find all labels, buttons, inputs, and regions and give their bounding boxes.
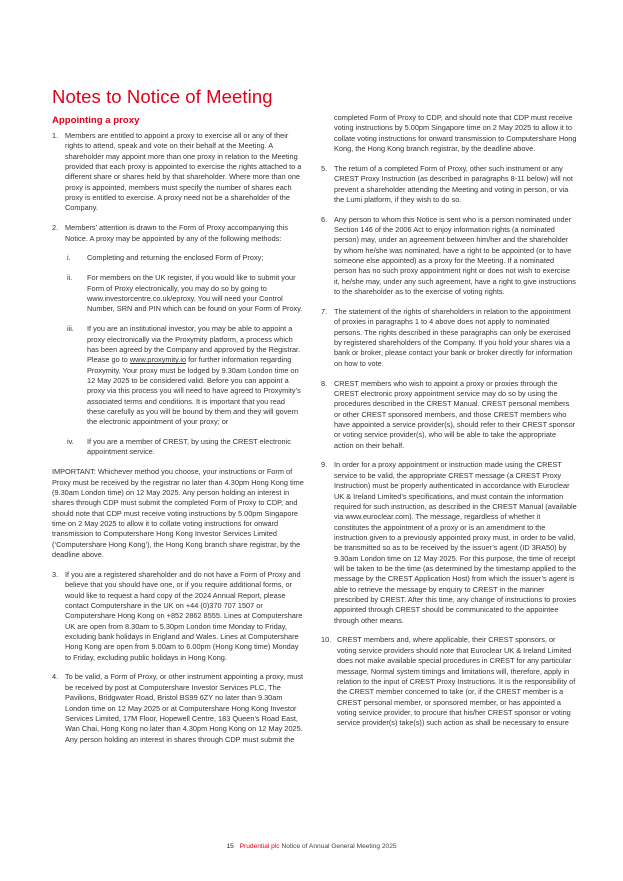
- subnote-text: Completing and returning the enclosed Form of Proxy;: [87, 253, 264, 263]
- note-number: 3.: [52, 569, 59, 579]
- note-text: In order for a proxy appointment or instruction made using the CREST service to be valid, the appropriate CREST message (a CREST Proxy Instruction) must be properly authenticated in accordance with Euroclear UK & Ireland Limited’s specifications, and must contain the information required for such instruction, as described in the CREST Manual (available via www.euroclear.com). The message, regardless of whether it constitutes the appointment of a proxy or is an amendment to the instruction given to a previously appointed proxy must, in order to be valid, be transmitted so as to be received by the issuer’s agent (ID 3RA50) by 9.30am London time on 12 May 2025. For this purpose, the time of receipt will be taken to be the time (as determined by the timestamp applied to the message by the CREST Application Host) from which the issuer’s agent is able to retrieve the message by enquiry to CREST in the manner prescribed by CREST. After this time, any change of instructions to proxies appointed through CREST should be communicated to the appointee through other means.: [334, 460, 577, 625]
- note-4: [52, 672, 304, 744]
- note-2: [52, 223, 304, 244]
- note-number: 1.: [52, 131, 59, 140]
- note-text: CREST members who wish to appoint a proxy or proxies through the CREST electronic proxy appointment service may do so by using the procedures described in the CREST Manual. CREST personal members or other CREST sponsored members, and those CREST members who have appointed a service provider(s), should refer to their CREST sponsor or voting service provider(s), who will be able to take the appropriate action on their behalf.: [334, 378, 576, 450]
- note-8: [321, 379, 577, 451]
- left-column: [52, 114, 304, 754]
- page-title: Notes to Notice of Meeting: [52, 86, 273, 107]
- note-text: The statement of the rights of shareholders in relation to the appointment of proxies in paragraphs 1 to 4 above does not apply to nominated persons. The rights described in these paragraphs can only be exercised by registered shareholders of the Company. If you hold your shares via a bank or broker, please contact your bank or broker directly for information on how to vote.: [334, 307, 573, 368]
- note-text: If you are a registered shareholder and do not have a Form of Proxy and believe that you should have one, or if you require additional forms, or would like to request a hard copy of the 2024 Annual Report, please contact Computershare in the UK on +44 (0)370 707 1507 or Computershare Hong Kong on +852 2862 8555. Lines at Computershare UK are open from 8.30am to 5.30pm London time Monday to Friday, excluding bank holidays in England and Wales. Lines at Computershare Hong Kong are open from 9.00am to 6.00pm (Hong Kong time) Monday to Friday, excluding public holidays in Hong Kong.: [65, 569, 303, 662]
- note-number: 2.: [52, 223, 59, 233]
- note-2-method-i: [52, 253, 304, 263]
- note-number: 7.: [321, 307, 328, 316]
- note-number: 4.: [52, 672, 59, 682]
- note-2-method-ii: [52, 273, 304, 314]
- subnote-number: ii.: [67, 273, 73, 283]
- subnote-text: [87, 324, 304, 427]
- note-number: 9.: [321, 460, 328, 470]
- important-notice: IMPORTANT: Whichever method you choose, your instructions or Form of Proxy must be received by the registrar no later than 4.30pm Hong Kong time (9.30am London time) on 12 May 2025. Any person holding an interest in shares through CDP must submit the completed Form of Proxy to CDP, and should note that CDP must receive voting instructions by 5.00pm Singapore time on 2 May 2025 to allow it to collate voting instructions for onward transmission to Computershare Hong Kong Investor Services Limited (‘Computershare Hong Kong’), the Hong Kong branch share registrar, by the deadline above.: [52, 467, 304, 560]
- subnote-text: If you are a member of CREST, by using the CREST electronic appointment service.: [87, 437, 291, 457]
- note-5: [321, 164, 577, 205]
- note-1: [52, 131, 304, 214]
- subnote-number: i.: [67, 253, 71, 263]
- note-text: Members’ attention is drawn to the Form of Proxy accompanying this Notice. A proxy may be appointed by any of the following methods:: [65, 223, 288, 243]
- note-number: 10.: [321, 635, 332, 645]
- proxymity-link[interactable]: www.proxymity.io: [129, 355, 187, 365]
- note-10: [321, 635, 577, 728]
- note-number: 8.: [321, 378, 328, 388]
- note-6: [321, 215, 577, 298]
- note-text: The return of a completed Form of Proxy, other such instrument or any CREST Proxy Instruction (as described in paragraphs 8-11 below) will not prevent a shareholder attending the Meeting and voting in person, or via the Lumi platform, if they wish to do so.: [334, 163, 573, 204]
- note-text: CREST members and, where applicable, their CREST sponsors, or voting service providers should note that Euroclear UK & Ireland Limited does not make available special procedures in CREST for any particular message. Normal system timings and limitations will, therefore, apply in relation to the input of CREST Proxy Instructions. It is the responsibility of the CREST member concerned to take (or, if the CREST member is a CREST personal member, or sponsored member, or has appointed a voting service provider, to procure that his/her CREST sponsor or voting service provider(s) take(s)) such action as shall be necessary to ensure: [337, 635, 576, 728]
- right-column: [321, 113, 577, 738]
- subnote-text-part: for further information regarding Proxymity. Your proxy must be lodged by 9.30am London time on 12 May 2025 to be considered valid. Before you can appoint a proxy via this process you will need to have agreed to Proxymity’s associated terms and conditions. It is important that you read these carefully as you will be bound by them and they will govern the electronic appointment of your proxy; or: [87, 355, 301, 427]
- section-heading: Appointing a proxy: [52, 115, 140, 126]
- note-text: To be valid, a Form of Proxy, or other instrument appointing a proxy, must be received by post at Computershare Investor Services PLC, The Pavilions, Bridgwater Road, Bristol BS99 6ZY no later than 9.30am London time on 12 May 2025 or at Computershare Hong Kong Investor Services Limited, 17M Floor, Hopewell Centre, 183 Queen’s Road East, Wan Chai, Hong Kong no later than 4.30pm Hong Kong on 12 May 2025. Any person holding an interest in shares through CDP must submit the: [65, 672, 304, 744]
- note-number: 5.: [321, 163, 328, 173]
- subnote-text-part: If you are an institutional investor, you may be able to appoint a proxy electronically via the Proxymity platform, a process which has been agreed by the Company and approved by the Registrar. Please go to: [87, 324, 301, 365]
- note-9: [321, 460, 577, 626]
- subnote-number: iv.: [67, 437, 74, 447]
- footer-brand: Prudential plc: [239, 843, 280, 850]
- note-text: Members are entitled to appoint a proxy to exercise all or any of their rights to attend, speak and vote on their behalf at the Meeting. A shareholder may appoint more than one proxy in relation to the Meeting provided that each proxy is appointed to exercise the rights attached to a different share or shares held by that shareholder. Where more than one proxy is appointed, members must specify the number of shares each proxy is entitled to exercise. A proxy need not be a shareholder of the Company.: [65, 131, 302, 213]
- note-number: 6.: [321, 214, 328, 224]
- note-text: completed Form of Proxy to CDP, and should note that CDP must receive voting instructions by 5.00pm Singapore time on 2 May 2025 to allow it to collate voting instructions for onward transmission to Computershare Hong Kong, the Hong Kong branch registrar, by the deadline above.: [334, 113, 577, 154]
- note-2-method-iv: [52, 437, 304, 458]
- page-footer: [0, 843, 623, 850]
- note-7: [321, 307, 577, 369]
- note-text: Any person to whom this Notice is sent who is a person nominated under Section 146 of the 2006 Act to enjoy information rights (a nominated person) may, under an agreement between him/her and the shareholder by whom he/she was nominated, have a right to be appointed (or to have someone else appointed) as a proxy for the Meeting. If a nominated person has no such proxy appointment right or does not wish to exercise it, he/she may, under any such agreement, have a right to give instructions to the shareholder as to the exercise of voting rights.: [334, 214, 576, 297]
- subnote-text: For members on the UK register, if you would like to submit your Form of Proxy electronically, you may do so by going to www.investorcentre.co.uk/eproxy. You will need your Control Number, SRN and PIN which can be found on your Form of Proxy.: [87, 273, 303, 314]
- footer-doc-title: Notice of Annual General Meeting 2025: [281, 843, 397, 850]
- note-2-method-iii: [52, 324, 304, 427]
- subnote-number: iii.: [67, 324, 74, 334]
- page-number: 15: [226, 843, 234, 850]
- note-3: [52, 570, 304, 663]
- note-4-continued: [321, 113, 577, 154]
